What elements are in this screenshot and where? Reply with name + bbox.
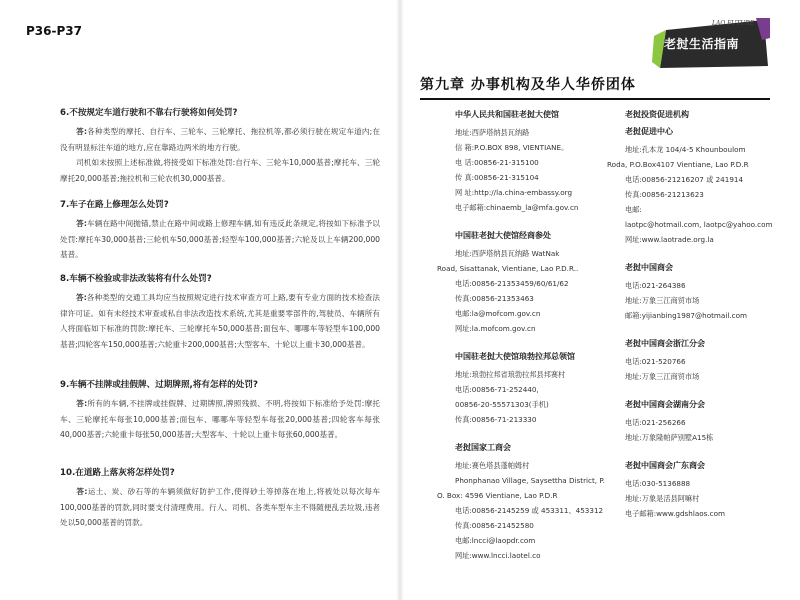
question: 9.车辆不挂牌或挂假牌、过期牌照,将有怎样的处罚? — [60, 380, 258, 390]
org-name: 中国驻老挝大使馆琅勃拉邦总领馆 — [455, 352, 575, 361]
org-line: 电话:00856-71-252440, — [455, 385, 539, 394]
question: 10.在道路上落灰将怎样处罚? — [60, 468, 175, 478]
org-line: 网址:www.laotrade.org.la — [625, 235, 714, 244]
org-line: 网址:www.lncci.laotel.co — [455, 551, 541, 560]
org-line: 地址:赛色塔县蓬帕姆村 — [455, 461, 530, 470]
org-entry — [607, 108, 777, 122]
org-line: 网 址:http://la.china-embassy.org — [455, 188, 573, 197]
org-entry — [437, 441, 607, 563]
org-entry — [607, 125, 777, 247]
org-line: 邮箱:yijianbing1987@hotmail.com — [625, 311, 747, 320]
qa-block-10 — [60, 466, 380, 531]
org-line: 电邮: — [625, 205, 642, 214]
org-line: Roda, P.O.Box4107 Vientiane, Lao P.D.R — [607, 160, 749, 169]
org-column-left — [437, 108, 607, 577]
answer: 答:所有的车辆,不挂牌或挂假牌、过期牌照,牌照残损、不明,将按如下标准给予处罚:摩托车、三轮摩托车每张10,000基普;面包车、哪哪车等轻型车每张20,000基普;四轮客车每张40,000基普;六轮重卡每张50,000基普;大型客车、十轮以上重卡每张60,000基普。 — [60, 399, 380, 439]
org-line: 传真:00856-21452580 — [455, 521, 534, 530]
org-name: 中华人民共和国驻老挝大使馆 — [455, 110, 559, 119]
org-entry — [607, 261, 777, 323]
org-line: 地址:孔本龙 104/4-5 Khounboulom — [625, 145, 746, 154]
org-line: 电话:00856-21216207 或 241914 — [625, 175, 744, 184]
answer: 答:运土、炭、砂石等的车辆须做好防护工作,使得砂土等掉落在地上,将被处以每次每车100,000基普的罚款,同时要支付清理费用。行人、司机、各类车型车主不得随便乱丢垃圾,违者处以50,000基普的罚款。 — [60, 487, 380, 527]
org-name: 老挝中国商会湖南分会 — [625, 400, 705, 409]
org-name: 老挝国家工商会 — [455, 443, 511, 452]
qa-block-9 — [60, 378, 380, 443]
org-name: 老挝投资促进机构 — [625, 110, 689, 119]
answer-continued: 司机如未按照上述标准做,将接受如下标准处罚:自行车、三轮车10,000基普;摩托车、三轮摩托20,000基普;拖拉机和三轮农机30,000基普。 — [60, 158, 380, 183]
question: 8.车辆不检验或非法改装将有什么处罚? — [60, 274, 212, 284]
org-line: 传真:00856-71-213330 — [455, 415, 537, 424]
org-line: 地址:琅勃拉邦省琅勃拉邦县邦赛村 — [455, 370, 566, 379]
book-gutter — [396, 0, 404, 600]
org-line: 传真:00856-21353463 — [455, 294, 534, 303]
org-line: 传真:00856-21213623 — [625, 190, 704, 199]
org-line: 地址:西萨塔纳县瓦纳路 — [455, 128, 530, 137]
org-line: 电话:021-264386 — [625, 281, 686, 290]
question: 6.不按规定车道行驶和不靠右行驶将如何处罚? — [60, 108, 238, 118]
org-entry — [607, 398, 777, 445]
org-line: 电邮:lncci@laopdr.com — [455, 536, 536, 545]
org-line: 电话:021-520766 — [625, 357, 686, 366]
org-line: 地址:西萨塔纳县瓦纳路 WatNak — [455, 249, 560, 258]
org-line: 电邮:la@mofcom.gov.cn — [455, 309, 541, 318]
org-entry — [437, 350, 607, 427]
title-underline — [420, 98, 770, 100]
org-name: 老挝中国商会广东商会 — [625, 461, 705, 470]
qa-block-6 — [60, 106, 380, 186]
org-name: 中国驻老挝大使馆经商参处 — [455, 231, 551, 240]
org-line: 地址:万象三江商贸市场 — [625, 296, 700, 305]
org-name: 老挝中国商会 — [625, 263, 673, 272]
org-entry — [607, 337, 777, 384]
answer: 答:车辆在路中间抛锚,禁止在路中间或路上修理车辆,如有违反此条规定,将按如下标准予以处罚:摩托车30,000基普;三轮机车50,000基普;轻型车100,000基普;六轮及以上车辆200,000基普。 — [60, 219, 380, 259]
org-line: 信 箱:P.O.BOX 898, VIENTIANE。 — [455, 143, 569, 152]
org-line: 地址:万象隆帕萨别墅A15栋 — [625, 433, 714, 442]
answer: 答:各种类型的摩托、自行车、三轮车、三轮摩托、拖拉机等,都必须行驶在规定车道内;在没有明显标注车道的地方,应在靠路边两米的地方行驶。 — [60, 127, 380, 152]
org-line: 电话:030-5136888 — [625, 479, 691, 488]
org-line: 00856-20-55571303(手机) — [455, 400, 549, 409]
org-entry — [607, 459, 777, 521]
org-line: 地址:万象是活县阿嘛村 — [625, 494, 700, 503]
org-line: 网址:la.mofcom.gov.cn — [455, 324, 536, 333]
org-line: 传 真:00856-21-315104 — [455, 173, 539, 182]
org-column-right — [607, 108, 777, 535]
org-line: Phonphanao Village, Saysettha District, P. — [455, 476, 605, 485]
org-line: 电子邮箱:chinaemb_la@mfa.gov.cn — [455, 203, 579, 212]
badge-title: 老挝生活指南 — [664, 37, 740, 51]
answer: 答:各种类型的交通工具均应当按照规定进行技术审查方可上路,要有专业方面的技术检查法律许可证。如有未经技术审查或私自非法改造技术系统,尤其是重要零部件的,驾驶员、车辆所有人将面临如下标准的罚款:摩托车、三轮摩托车50,000基普;面包车、哪哪车等轻型车100,000基普;四轮客车150,000基普;六轮重卡200,000基普;大型客车、十轮以上重卡30,000基普。 — [60, 293, 380, 349]
org-entry — [437, 108, 607, 215]
chapter-title: 第九章 办事机构及华人华侨团体 — [420, 77, 636, 93]
badge-english-text: LAO FUTURE — [712, 20, 755, 27]
org-line: 电话:00856-2145259 或 453311、453312 — [455, 506, 604, 515]
org-entry — [437, 229, 607, 336]
org-line: 电 话:00856-21-315100 — [455, 158, 539, 167]
org-line: Road, Sisattanak, Vientiane, Lao P.D.R.. — [437, 264, 579, 273]
org-line: 电子邮箱:www.gdshlaos.com — [625, 509, 726, 518]
org-line: O. Box: 4596 Vientiane, Lao P.D.R — [437, 491, 558, 500]
org-line: 电话:021-256266 — [625, 418, 686, 427]
org-line: 电话:00856-21353459/60/61/62 — [455, 279, 569, 288]
org-line: laotpc@hotmail.com, laotpc@yahoo.com — [625, 220, 773, 229]
page-number: P36-P37 — [26, 24, 82, 38]
question: 7.车子在路上修理怎么处罚? — [60, 200, 169, 210]
org-line: 地址:万象三江商贸市场 — [625, 372, 700, 381]
org-name: 老挝促进中心 — [625, 127, 673, 136]
qa-block-7 — [60, 198, 380, 263]
org-name: 老挝中国商会浙江分会 — [625, 339, 705, 348]
qa-block-8 — [60, 272, 380, 352]
